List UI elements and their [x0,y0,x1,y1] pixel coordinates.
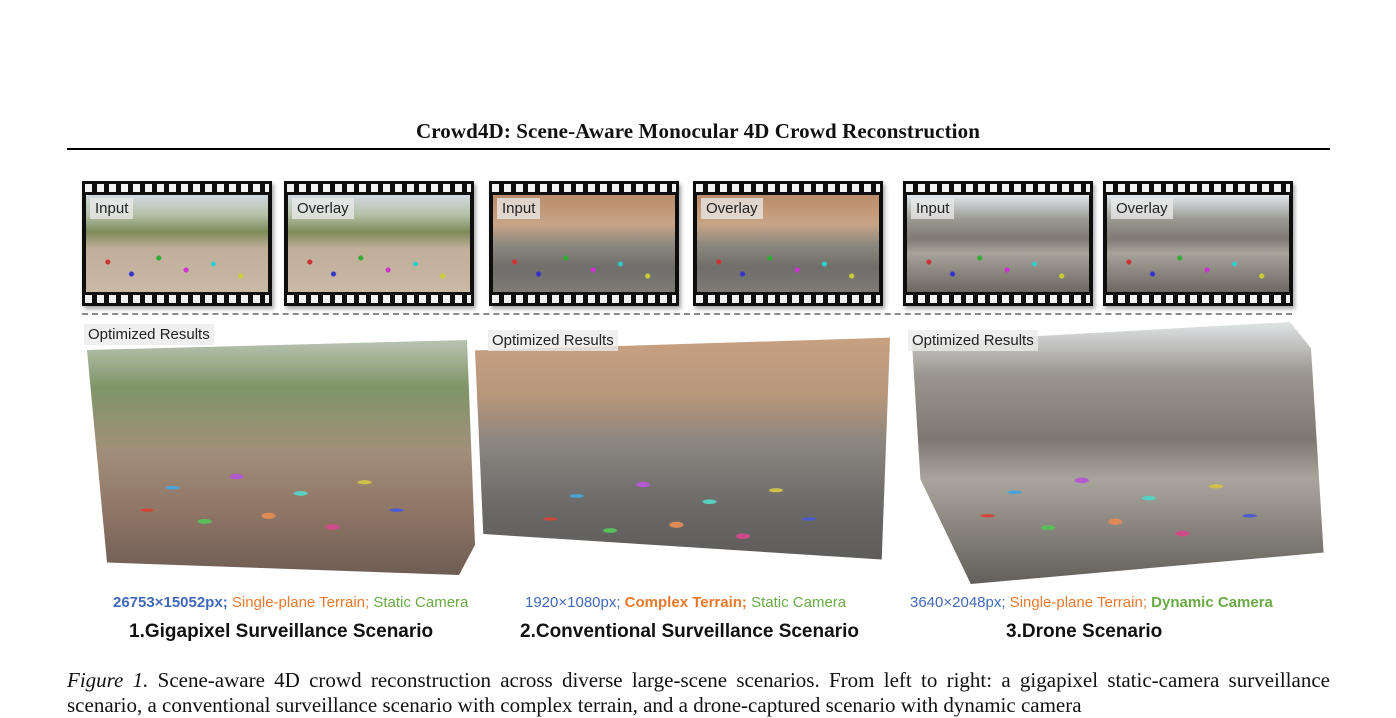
film-holes [85,184,269,192]
terrain-text: Single-plane Terrain; [227,594,370,611]
film-holes [492,295,676,303]
film-holes [85,295,269,303]
mesh-overlays [1107,246,1289,286]
reconstructed-crowd [115,443,435,556]
filmstrip-overlay-1 [284,181,474,306]
pedestrians [86,246,268,286]
input-frame-drone [907,195,1089,292]
reconstructed-crowd [954,445,1290,563]
optimized-result-conventional [475,330,890,585]
overlay-label: Overlay [701,198,763,219]
filmstrip-input-3 [903,181,1093,306]
film-holes [1106,184,1290,192]
input-frame-gigapixel [86,195,268,292]
paper-title: Crowd4D: Scene-Aware Monocular 4D Crowd Reconstruction [416,119,980,143]
camera-text: Static Camera [746,594,847,611]
resolution-text: 1920×1080px; [525,594,621,611]
scenario-specs-2 [525,594,846,611]
camera-text: Dynamic Camera [1147,594,1273,611]
film-holes [696,184,880,192]
pedestrians [907,246,1089,286]
film-holes [287,295,471,303]
optimized-results-label: Optimized Results [84,324,214,345]
optimized-result-drone [912,322,1332,584]
dashed-separator [82,313,1292,315]
film-holes [492,184,676,192]
overlay-label: Overlay [292,198,354,219]
scenario-specs-1 [113,594,468,611]
scenario-title-1: 1.Gigapixel Surveillance Scenario [129,621,434,642]
figure-caption [67,668,1330,718]
input-label: Input [497,198,540,219]
overlay-frame-conventional [697,195,879,292]
film-holes [1106,295,1290,303]
optimized-results-label: Optimized Results [488,330,618,351]
resolution-text: 26753×15052px; [113,594,228,611]
filmstrip-overlay-3 [1103,181,1293,306]
caption-text: Scene-aware 4D crowd reconstruction across diverse large-scene scenarios. From left to right: a gigapixel static-camera surveillance scenario, a conventional surveillance scenario with complex terrain, and a drone-captured scenario with dynamic camera [67,668,1330,717]
scenario-specs-3 [910,594,1273,611]
filmstrip-input-1 [82,181,272,306]
optimized-result-gigapixel [75,325,475,575]
input-frame-conventional [493,195,675,292]
mesh-overlays [697,246,879,286]
filmstrip-overlay-2 [693,181,883,306]
resolution-text: 3640×2048px; [910,594,1006,611]
overlay-label: Overlay [1111,198,1173,219]
film-holes [287,184,471,192]
scenario-title-3: 3.Drone Scenario [1006,621,1163,642]
input-label: Input [90,198,133,219]
scenario-title-2: 2.Conventional Surveillance Scenario [520,621,859,642]
reconstructed-crowd [517,450,849,565]
pedestrians [493,246,675,286]
caption-label: Figure 1. [67,668,149,692]
film-holes [906,184,1090,192]
overlay-frame-drone [1107,195,1289,292]
overlay-frame-gigapixel [288,195,470,292]
terrain-text: Single-plane Terrain; [1005,594,1147,611]
terrain-text: Complex Terrain; [620,594,747,611]
film-holes [696,295,880,303]
optimized-results-label: Optimized Results [908,330,1038,351]
mesh-overlays [288,246,470,286]
camera-text: Static Camera [369,594,469,611]
film-holes [906,295,1090,303]
filmstrip-input-2 [489,181,679,306]
title-rule [67,148,1330,150]
input-label: Input [911,198,954,219]
